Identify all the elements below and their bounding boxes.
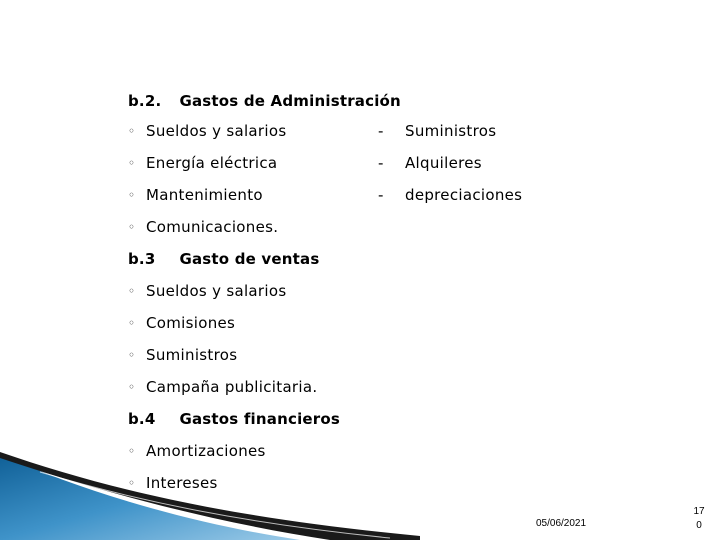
- dash-icon: -: [378, 154, 384, 172]
- list-item: [128, 442, 266, 460]
- list-item-label: Energía eléctrica: [146, 154, 278, 172]
- list-item: [128, 218, 278, 236]
- section-title: Gasto de ventas: [179, 250, 320, 268]
- list-item-label: Intereses: [146, 474, 218, 492]
- section-title: Gastos de Administración: [179, 92, 401, 110]
- section-heading-financieros: [128, 410, 340, 428]
- list-item-label: Sueldos y salarios: [146, 122, 287, 140]
- list-item: [128, 122, 286, 140]
- bullet-icon: ◦: [128, 348, 136, 362]
- list-item-label: Comunicaciones.: [146, 218, 279, 236]
- bullet-icon: ◦: [128, 380, 136, 394]
- section-heading-ventas: [128, 250, 319, 268]
- bullet-icon: ◦: [128, 316, 136, 330]
- footer-date: 05/06/2021: [536, 518, 587, 529]
- bullet-icon: ◦: [128, 284, 136, 298]
- list-item-label: Comisiones: [146, 314, 236, 332]
- list-item: [378, 154, 482, 172]
- list-item: [378, 122, 496, 140]
- list-item-label: Alquileres: [405, 154, 482, 172]
- list-item-label: Sueldos y salarios: [146, 282, 287, 300]
- list-item-label: Mantenimiento: [146, 186, 263, 204]
- bullet-icon: ◦: [128, 444, 136, 458]
- page-number-line1: 17: [693, 506, 705, 517]
- page-number-line2: 0: [696, 520, 702, 531]
- list-item: [128, 314, 235, 332]
- list-item: [128, 282, 286, 300]
- list-item-label: Campaña publicitaria.: [146, 378, 318, 396]
- page-number: [690, 505, 708, 533]
- list-item: [128, 346, 237, 364]
- section-heading-administracion: [128, 92, 401, 110]
- bullet-icon: ◦: [128, 188, 136, 202]
- list-item: [378, 186, 522, 204]
- bullet-icon: ◦: [128, 124, 136, 138]
- section-number: b.4: [128, 410, 156, 428]
- list-item: [128, 474, 218, 492]
- list-item-label: Suministros: [405, 122, 497, 140]
- dash-icon: -: [378, 186, 384, 204]
- dash-icon: -: [378, 122, 384, 140]
- list-item-label: depreciaciones: [405, 186, 523, 204]
- section-title: Gastos financieros: [179, 410, 341, 428]
- list-item: [128, 378, 317, 396]
- section-number: b.2.: [128, 92, 162, 110]
- list-item-label: Amortizaciones: [146, 442, 266, 460]
- bullet-icon: ◦: [128, 220, 136, 234]
- list-item: [128, 186, 263, 204]
- bullet-icon: ◦: [128, 156, 136, 170]
- bullet-icon: ◦: [128, 476, 136, 490]
- list-item-label: Suministros: [146, 346, 238, 364]
- section-number: b.3: [128, 250, 156, 268]
- list-item: [128, 154, 277, 172]
